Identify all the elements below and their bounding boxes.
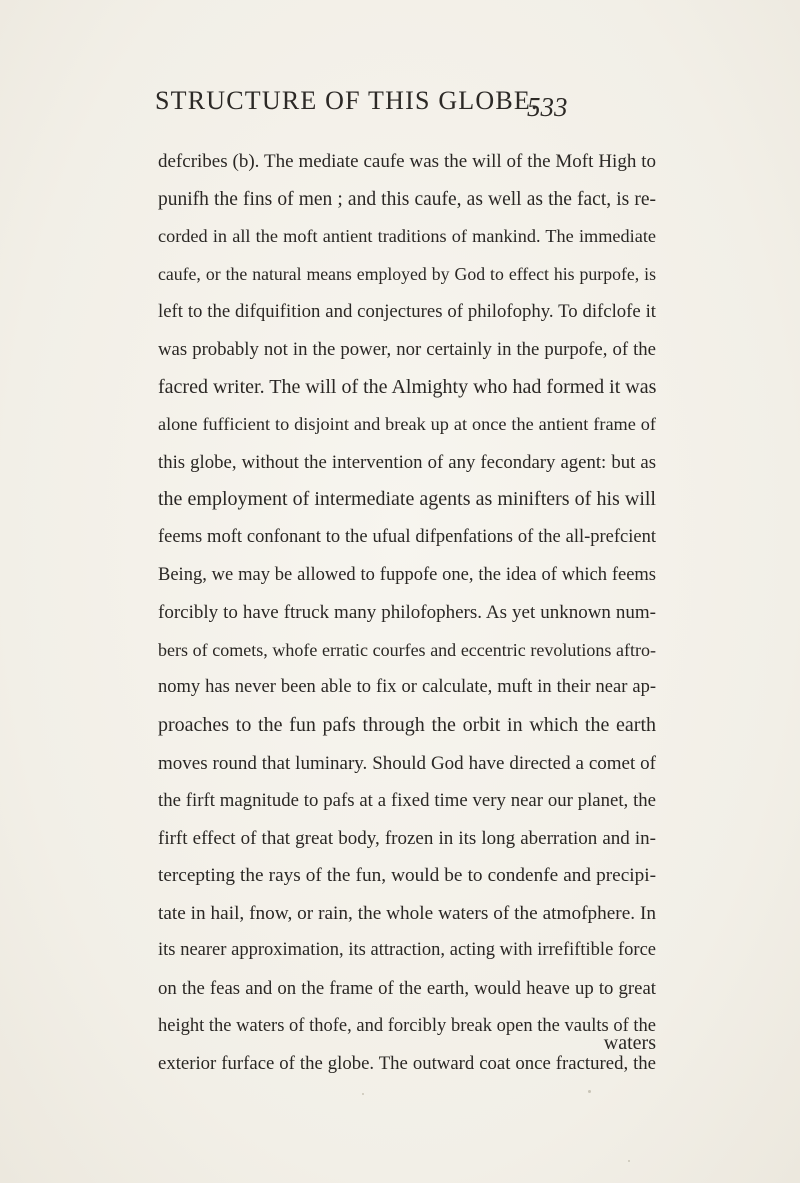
- text-line: the employment of intermediate agents as minifters of his will: [158, 488, 656, 511]
- text-line: on the feas and on the frame of the earth, would heave up to great: [158, 978, 656, 1000]
- running-head-title: STRUCTURE OF THIS GLOBE.: [155, 86, 539, 115]
- text-line: was probably not in the power, nor certainly in the purpofe, of the: [158, 338, 656, 360]
- text-line: corded in all the moft antient traditions of mankind. The immediate: [158, 226, 656, 247]
- text-line: feems moft confonant to the ufual difpenfations of the all-prefcient: [158, 526, 656, 547]
- text-line: forcibly to have ftruck many philofophers. As yet unknown num-: [158, 602, 656, 624]
- catchword: waters: [603, 1032, 656, 1054]
- page-number: 533: [527, 92, 568, 122]
- paper-speck: [588, 1090, 591, 1093]
- text-line: facred writer. The will of the Almighty who had formed it was: [158, 375, 657, 398]
- paper-speck: [628, 1160, 630, 1162]
- text-line: caufe, or the natural means employed by God to effect his purpofe, is: [158, 263, 656, 284]
- text-line: this globe, without the intervention of any fecondary agent: but as: [158, 451, 656, 473]
- body-text: [158, 143, 656, 1083]
- text-line: Being, we may be allowed to fuppofe one, the idea of which feems: [158, 564, 656, 585]
- catchword-row: [158, 1025, 656, 1062]
- text-line: height the waters of thofe, and forcibly break open the vaults of the: [158, 1015, 656, 1036]
- text-line: exterior furface of the globe. The outward coat once fractured, the: [158, 1053, 656, 1075]
- text-line: the firft magnitude to pafs at a fixed time very near our planet, the: [158, 790, 656, 812]
- text-line: bers of comets, whofe erratic courfes and eccentric revolutions aftro-: [158, 639, 656, 660]
- text-line: tercepting the rays of the fun, would be to condenfe and precipi-: [158, 865, 656, 887]
- text-line: defcribes (b). The mediate caufe was the will of the Moft High to: [158, 151, 656, 172]
- text-line: tate in hail, fnow, or rain, the whole waters of the atmofphere. In: [158, 902, 656, 924]
- paper-speck: [362, 1093, 364, 1095]
- text-line: proaches to the fun pafs through the orbit in which the earth: [158, 713, 656, 736]
- text-line: left to the difquifition and conjectures of philofophy. To difclofe it: [158, 301, 656, 323]
- text-line: nomy has never been able to fix or calculate, muft in their near ap-: [158, 677, 656, 698]
- running-head: [0, 86, 800, 126]
- text-line: punifh the fins of men ; and this caufe, as well as the fact, is re-: [158, 188, 656, 210]
- text-line: alone fufficient to disjoint and break up at once the antient frame of: [158, 414, 656, 435]
- text-line: moves round that luminary. Should God have directed a comet of: [158, 752, 656, 774]
- text-line: firft effect of that great body, frozen in its long aberration and in-: [158, 827, 656, 849]
- text-line: its nearer approximation, its attraction, acting with irrefiftible force: [158, 940, 656, 961]
